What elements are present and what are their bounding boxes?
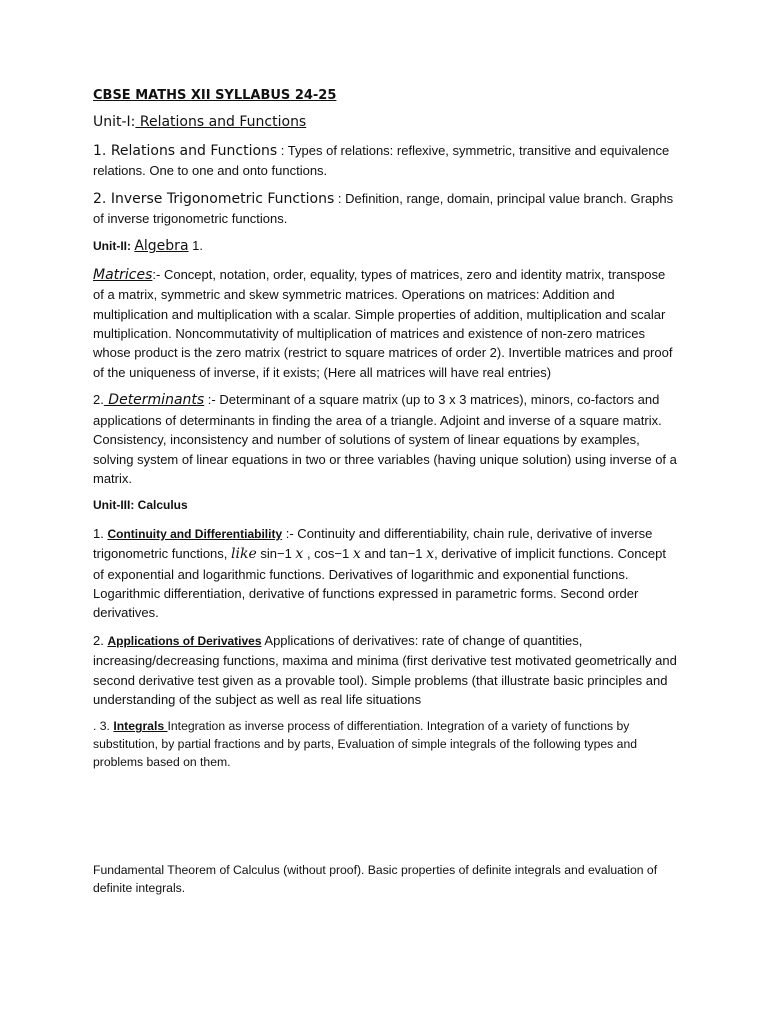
unit2-prefix: Unit-II: (93, 239, 135, 254)
applications-heading: Applications of Derivatives (107, 633, 262, 648)
x-math-1: x (295, 546, 304, 563)
unit1-prefix: Unit-I: (93, 114, 136, 131)
unit1-name: Relations and Functions (135, 114, 307, 131)
unit2-suffix: 1. (188, 238, 203, 254)
continuity-heading: Continuity and Differentiability (107, 526, 283, 541)
continuity-number: 1. (93, 525, 108, 541)
unit3-heading: Unit-III: Calculus (93, 498, 188, 513)
unit1-item2-number: 2. (93, 190, 111, 207)
unit2-heading (93, 236, 678, 256)
unit1-heading (93, 113, 678, 132)
integrals-heading: Integrals (113, 719, 168, 734)
blank-space (93, 779, 678, 861)
continuity-text-b: sin−1 (256, 546, 296, 562)
unit1-item2 (93, 189, 678, 229)
unit1-item1-number: 1. (93, 142, 111, 159)
continuity-paragraph (93, 524, 678, 623)
unit1-item2-text: : Definition, range, domain, principal value branch. Graphs of inverse trigonometric functions. (93, 190, 674, 227)
determinants-paragraph (93, 390, 678, 488)
unit1-item1-heading: Relations and Functions (110, 142, 278, 159)
fundamental-theorem-paragraph: Fundamental Theorem of Calculus (without proof). Basic properties of definite integrals and evaluation of definite integrals. (93, 863, 658, 896)
unit1-item2-heading: Inverse Trigonometric Functions (110, 190, 335, 207)
determinants-text: :- Determinant of a square matrix (up to 3 x 3 matrices), minors, co-factors and applications of determinants in finding the area of a triangle. Adjoint and inverse of a square matrix. Consistency, inconsistency and number of solutions of system of linear equations by examples, solving system of linear equations in two or three variables (having unique solution) using inverse of a matrix. (93, 392, 677, 486)
unit1-item1 (93, 141, 678, 181)
syllabus-document (93, 86, 678, 897)
matrices-paragraph (93, 265, 678, 382)
continuity-text-a: :- Continuity and differentiability, chain rule, derivative of inverse trigonometric functions, (93, 525, 653, 562)
applications-paragraph (93, 631, 678, 710)
x-math-3: x (426, 546, 435, 563)
unit2-name: Algebra (134, 238, 189, 255)
continuity-text-e: , derivative of implicit functions. Concept of exponential and logarithmic functions. Derivatives of logarithmic and exponential functions. Logarithmic differentiation, derivative of functions expressed in parametric forms. Second order derivatives. (93, 546, 666, 621)
document-title: CBSE MATHS XII SYLLABUS 24-25 (93, 88, 337, 103)
integrals-text: Integration as inverse process of differentiation. Integration of a variety of functions by substitution, by partial fractions and by parts, Evaluation of simple integrals of the following types and problems based on them. (93, 719, 637, 770)
matrices-heading: Matrices (93, 266, 153, 283)
determinants-heading: Determinants (103, 392, 205, 409)
applications-text: Applications of derivatives: rate of change of quantities, increasing/decreasing functions, maxima and minima (first derivative test motivated geometrically and second derivative test given as a provable tool). Simple problems (that illustrate basic principles and understanding of the subject as well as real life situations (93, 632, 677, 707)
continuity-text-d: and tan−1 (360, 546, 427, 562)
matrices-text: :- Concept, notation, order, equality, types of matrices, zero and identity matrix, transpose of a matrix, symmetric and skew symmetric matrices. Operations on matrices: Addition and multiplication and multiplication with a scalar. Simple properties of addition, multiplication and scalar multiplication. Noncommutativity of multiplication of matrices and existence of non-zero matrices whose product is the zero matrix (restrict to square matrices of order 2). Invertible matrices and proof of the uniqueness of inverse, if it exists; (Here all matrices will have real entries) (93, 266, 673, 380)
continuity-text-c: , cos−1 (303, 546, 353, 562)
applications-number: 2. (93, 632, 108, 648)
like-math: like (231, 546, 257, 563)
integrals-paragraph (93, 717, 678, 771)
unit1-item1-text: : Types of relations: reflexive, symmetric, transitive and equivalence relations. One to one and onto functions. (93, 142, 670, 179)
integrals-number: . 3. (93, 719, 114, 734)
determinants-number: 2. (93, 392, 104, 408)
x-math-2: x (352, 546, 361, 563)
